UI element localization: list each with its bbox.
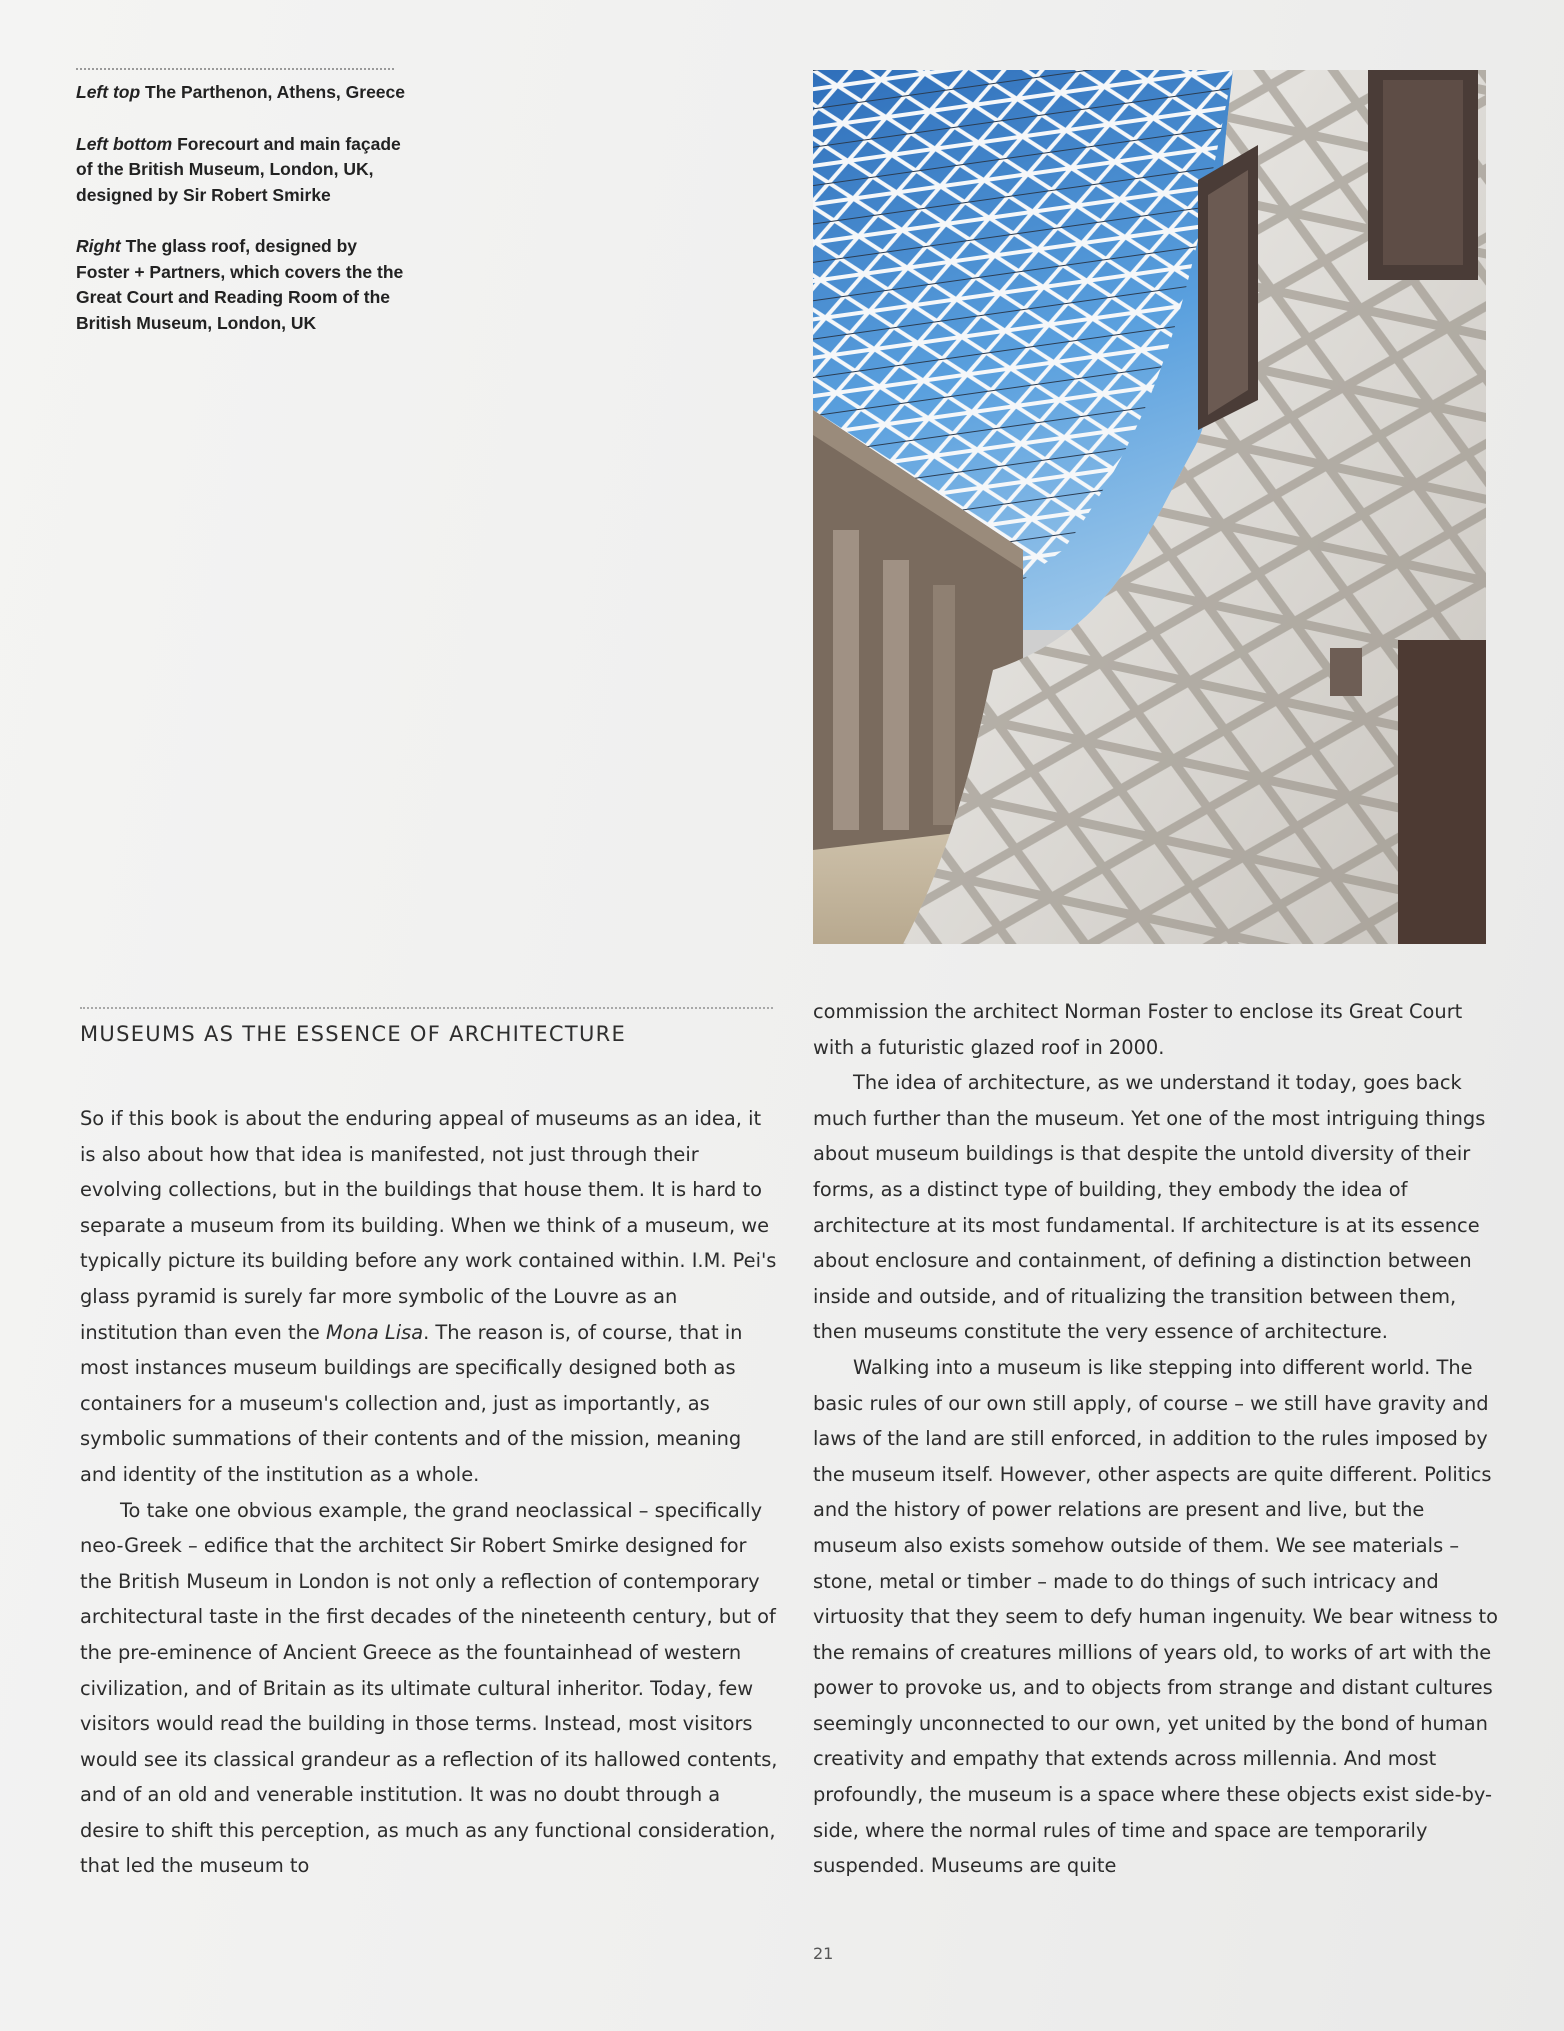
caption-left-top bbox=[76, 80, 406, 106]
page-number: 21 bbox=[813, 1944, 834, 1963]
paragraph: The idea of architecture, as we understand it today, goes back much further than the museum. Yet one of the most intriguing things about museum buildings is that despite the untold diversity of their forms, as a distinct type of building, they embody the idea of architecture at its most fundamental. If architecture is at its essence about enclosure and containment, of defining a distinction between inside and outside, and of ritualizing the transition between them, then museums constitute the very essence of architecture. bbox=[813, 1071, 1486, 1344]
section-divider bbox=[80, 1007, 773, 1009]
paragraph bbox=[80, 1101, 780, 1493]
caption-divider bbox=[76, 68, 394, 70]
caption-left-bottom-text: Forecourt and main façade of the British Museum, London, UK, designed by Sir Robert Smirke bbox=[76, 133, 401, 205]
text-span: . The reason is, of course, that in most instances museum buildings are specifically designed both as containers for a museum's collection and, just as importantly, as symbolic summations of their contents and of the mission, meaning and identity of the institution as a whole. bbox=[80, 1320, 743, 1486]
wall-doorway bbox=[1398, 640, 1486, 944]
paragraph: Walking into a museum is like stepping into different world. The basic rules of our own still apply, of course – we still have gravity and laws of the land are still enforced, in addition to the rules imposed by the museum itself. However, other aspects are quite different. Politics and the history of power relations are present and live, but the museum also exists somehow outside of them. We see materials – stone, metal or timber – made to do things of such intricacy and virtuosity that they seem to defy human ingenuity. We bear witness to the remains of creatures millions of years old, to works of art with the power to provoke us, and to objects from strange and distant cultures seemingly unconnected to our own, yet united by the bond of human creativity and empathy that extends across millennia. And most profoundly, the museum is a space where these objects exist side-by-side, where the normal rules of time and space are temporarily suspended. Museums are quite bbox=[813, 1355, 1498, 1878]
paragraph: To take one obvious example, the grand neoclassical – specifically neo-Greek – edifice that the architect Sir Robert Smirke designed for the British Museum in London is not only a reflection of contemporary architectural taste in the first decades of the nineteenth century, but of the pre-eminence of Ancient Greece as the fountainhead of western civilization, and of Britain as its ultimate cultural inheritor. Today, few visitors would read the building in those terms. Instead, most visitors would see its classical grandeur as a reflection of its hallowed contents, and of an old and venerable institution. It was no doubt through a desire to shift this perception, as much as any functional consideration, that led the museum to bbox=[80, 1498, 778, 1878]
body-column-right bbox=[813, 994, 1503, 1884]
caption-left-top-label: Left top bbox=[76, 82, 141, 102]
artwork-title: Mona Lisa bbox=[325, 1320, 424, 1344]
caption-right bbox=[76, 234, 406, 336]
caption-left-top-text: The Parthenon, Athens, Greece bbox=[145, 82, 406, 102]
caption-left-bottom-label: Left bottom bbox=[76, 133, 173, 154]
great-court-roof-photo bbox=[813, 70, 1486, 944]
section-heading: MUSEUMS AS THE ESSENCE OF ARCHITECTURE bbox=[80, 1022, 627, 1046]
paragraph: commission the architect Norman Foster to enclose its Great Court with a futuristic glazed roof in 2000. bbox=[813, 1000, 1463, 1059]
photo-captions bbox=[76, 80, 406, 362]
wall-sign bbox=[1330, 648, 1362, 696]
caption-right-label: Right bbox=[76, 236, 121, 256]
body-column-left bbox=[80, 1101, 780, 1884]
caption-right-text: The glass roof, designed by Foster + Partners, which covers the the Great Court and Reading Room of the British Museum, London, UK bbox=[76, 236, 404, 333]
text-span: So if this book is about the enduring appeal of museums as an idea, it is also about how that idea is manifested, not just through their evolving collections, but in the buildings that house them. It is hard to separate a museum from its building. When we think of a museum, we typically picture its building before any work contained within. I.M. Pei's glass pyramid is surely far more symbolic of the Louvre as an institution than even the bbox=[80, 1107, 777, 1344]
caption-left-bottom bbox=[76, 132, 406, 209]
